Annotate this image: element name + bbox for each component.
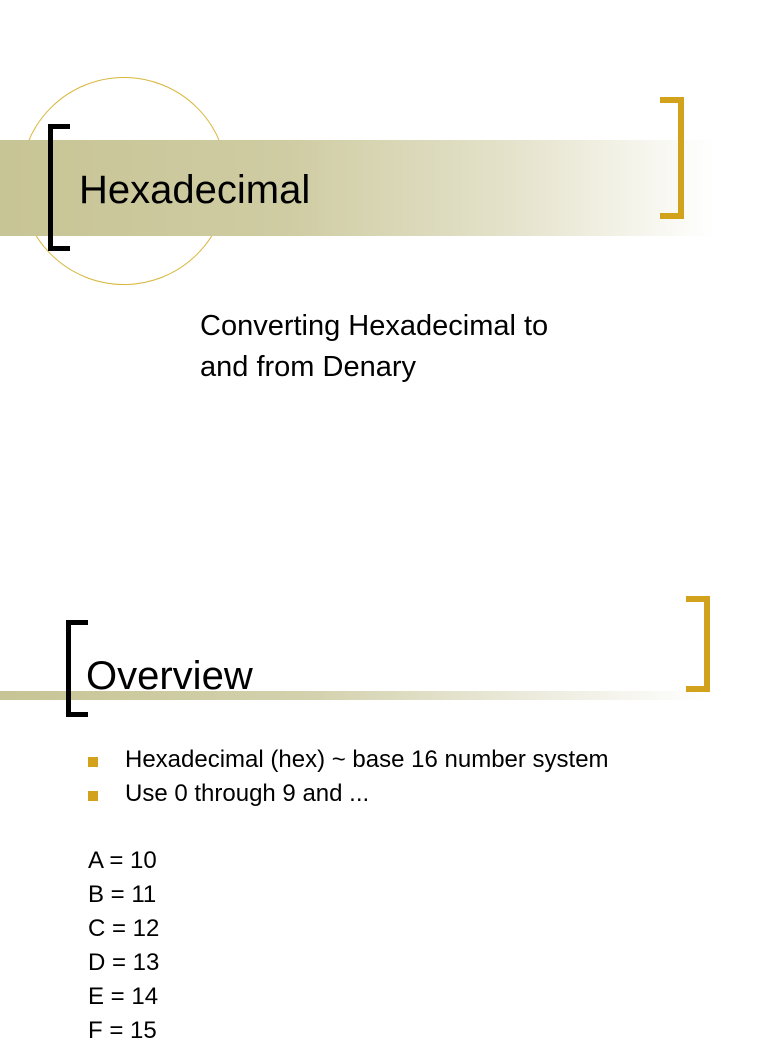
slide-subtitle bbox=[200, 306, 660, 388]
square-bullet-icon bbox=[88, 757, 98, 767]
right-bracket-icon bbox=[686, 596, 710, 692]
subtitle-line-1: Converting Hexadecimal to bbox=[200, 310, 549, 342]
slide-title: Hexadecimal bbox=[79, 168, 311, 212]
bullet-text: Use 0 through 9 and ... bbox=[125, 780, 370, 807]
slide-title: Overview bbox=[86, 654, 253, 698]
bullet-text: Hexadecimal (hex) ~ base 16 number system bbox=[125, 746, 609, 773]
hex-value: A = 10 bbox=[88, 847, 157, 874]
hex-value-list bbox=[88, 844, 159, 1048]
hex-value: C = 12 bbox=[88, 915, 160, 942]
hex-value: F = 15 bbox=[88, 1017, 157, 1044]
hex-value: D = 13 bbox=[88, 949, 160, 976]
hex-value: E = 14 bbox=[88, 983, 159, 1010]
left-bracket-icon bbox=[48, 124, 70, 251]
right-bracket-icon bbox=[660, 97, 684, 219]
overview-slide bbox=[0, 560, 768, 1044]
square-bullet-icon bbox=[88, 791, 98, 801]
hex-value: B = 11 bbox=[88, 881, 157, 908]
subtitle-line-2: and from Denary bbox=[200, 351, 416, 383]
left-bracket-icon bbox=[66, 620, 88, 717]
